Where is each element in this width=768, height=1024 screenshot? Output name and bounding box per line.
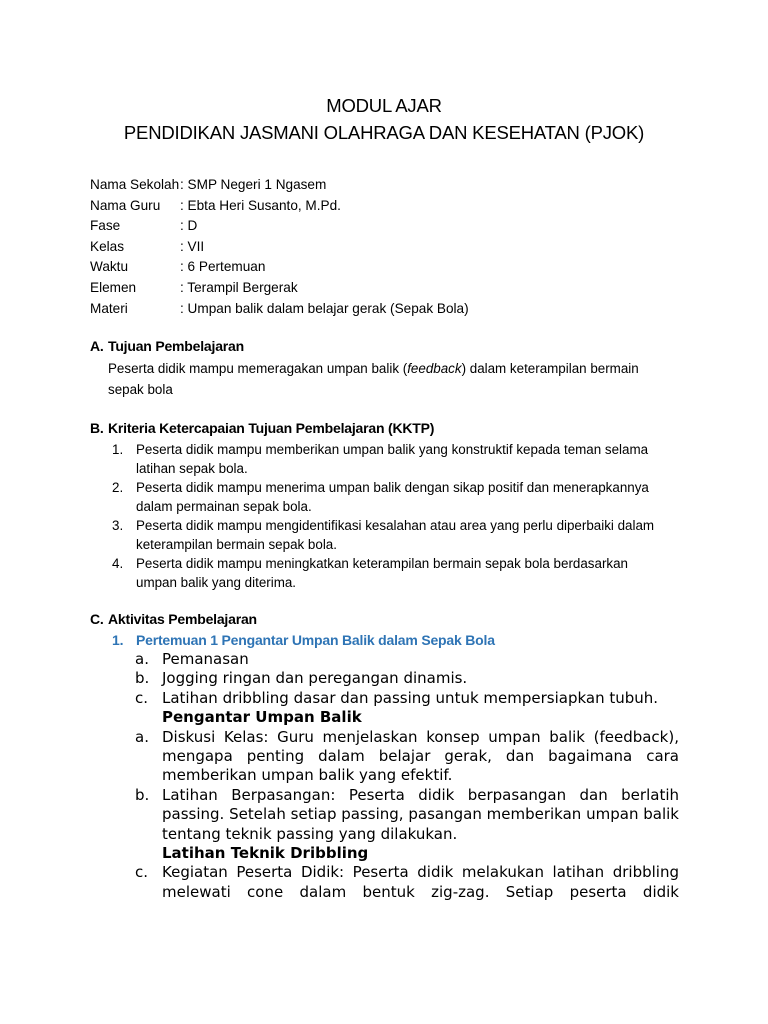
- section-title: Aktivitas Pembelajaran: [108, 611, 257, 627]
- list-item: [108, 478, 668, 516]
- list-number: 3.: [112, 518, 124, 533]
- section-c-heading: [90, 611, 257, 627]
- info-row: [90, 196, 469, 217]
- list-text: Kegiatan Peserta Didik: Peserta didik melakukan latihan dribbling melewati cone dalam bentuk zig-zag. Setiap peserta didik: [162, 863, 679, 901]
- section-letter: C.: [90, 611, 104, 627]
- list-item: [135, 728, 679, 786]
- list-item: [135, 786, 679, 844]
- document-subtitle: PENDIDIKAN JASMANI OLAHRAGA DAN KESEHATAN (PJOK): [123, 122, 645, 143]
- section-letter: B.: [90, 420, 104, 436]
- list-line: Peserta didik mampu menerima umpan balik dengan sikap positif dan menerapkannya: [136, 480, 649, 495]
- info-label: Fase: [90, 218, 121, 234]
- list-line: dalam permainan sepak bola.: [136, 499, 312, 514]
- list-item: [135, 669, 679, 688]
- list-letter: b.: [135, 669, 150, 688]
- info-row: [90, 216, 469, 237]
- list-letter: a.: [135, 727, 149, 746]
- list-line: latihan sepak bola.: [136, 461, 248, 476]
- section-a-heading: [90, 338, 244, 354]
- kktp-list: [108, 440, 668, 592]
- list-item: [108, 440, 668, 478]
- info-row: [90, 299, 469, 320]
- pertemuan-heading: [112, 632, 495, 648]
- text-segment: Peserta didik mampu memeragakan umpan balik (: [108, 361, 408, 376]
- subheading-pengantar: Pengantar Umpan Balik: [162, 708, 362, 727]
- list-text: Diskusi Kelas: Guru menjelaskan konsep umpan balik (feedback), mengapa penting dalam belajar gerak, dan bagaimana cara memberikan umpan balik yang efektif.: [162, 727, 679, 785]
- section-b-heading: [90, 420, 434, 436]
- info-value: : SMP Negeri 1 Ngasem: [180, 177, 327, 192]
- info-value: : Ebta Heri Susanto, M.Pd.: [180, 197, 341, 213]
- subheading-dribbling: Latihan Teknik Dribbling: [162, 844, 369, 863]
- info-label: Waktu: [90, 259, 129, 275]
- pertemuan-title: Pertemuan 1 Pengantar Umpan Balik dalam Sepak Bola: [136, 632, 495, 648]
- info-value: : VII: [180, 238, 205, 254]
- paragraph-line: [108, 358, 668, 379]
- list-line: Peserta didik mampu mengidentifikasi kesalahan atau area yang perlu diperbaiki dalam: [136, 518, 655, 533]
- pertemuan-number: 1.: [112, 632, 124, 648]
- list-number: 4.: [112, 556, 124, 571]
- list-item: [135, 863, 679, 902]
- list-item: [108, 516, 668, 554]
- list-item: [135, 689, 679, 708]
- list-text: Jogging ringan dan peregangan dinamis.: [162, 669, 468, 688]
- info-value: : Umpan balik dalam belajar gerak (Sepak Bola): [180, 300, 469, 316]
- italic-term: feedback: [407, 361, 462, 376]
- info-label: Kelas: [90, 238, 125, 254]
- section-title: Kriteria Ketercapaian Tujuan Pembelajaran (KKTP): [108, 420, 435, 436]
- info-value: : 6 Pertemuan: [180, 259, 266, 275]
- info-row: [90, 175, 469, 196]
- list-line: umpan balik yang diterima.: [136, 575, 297, 590]
- list-line: Peserta didik mampu meningkatkan keterampilan bermain sepak bola berdasarkan: [136, 556, 629, 571]
- info-label: Elemen: [90, 279, 137, 295]
- list-letter: b.: [135, 785, 150, 804]
- list-text: Latihan dribbling dasar dan passing untuk mempersiapkan tubuh.: [162, 688, 659, 707]
- document-title: MODUL AJAR: [326, 95, 442, 116]
- text-segment: ) dalam keterampilan bermain: [461, 361, 639, 376]
- section-a-text: [108, 358, 668, 400]
- info-row: [90, 278, 469, 299]
- info-value: : Terampil Bergerak: [180, 279, 298, 295]
- list-letter: c.: [135, 863, 149, 882]
- activity-list: [135, 650, 679, 902]
- info-label: Nama Guru: [90, 197, 161, 213]
- list-text: Pemanasan: [162, 650, 249, 668]
- list-line: Peserta didik mampu memberikan umpan balik yang konstruktif kepada teman selama: [136, 442, 649, 457]
- info-row: [90, 237, 469, 258]
- list-item: [108, 554, 668, 592]
- list-letter: c.: [135, 688, 149, 707]
- section-title: Tujuan Pembelajaran: [108, 338, 244, 354]
- info-value: : D: [180, 218, 198, 234]
- section-letter: A.: [90, 338, 104, 354]
- info-label: Nama Sekolah: [90, 177, 180, 192]
- identity-table: [90, 175, 469, 319]
- list-item: [135, 650, 679, 669]
- list-number: 1.: [112, 442, 124, 457]
- paragraph-line: sepak bola: [108, 382, 173, 397]
- list-line: keterampilan bermain sepak bola.: [136, 537, 337, 552]
- list-text: Latihan Berpasangan: Peserta didik berpasangan dan berlatih passing. Setelah setiap passing, pasangan memberikan umpan balik tentang teknik passing yang dilakukan.: [162, 785, 679, 843]
- list-letter: a.: [135, 650, 149, 668]
- list-number: 2.: [112, 480, 124, 495]
- info-label: Materi: [90, 300, 128, 316]
- info-row: [90, 257, 469, 278]
